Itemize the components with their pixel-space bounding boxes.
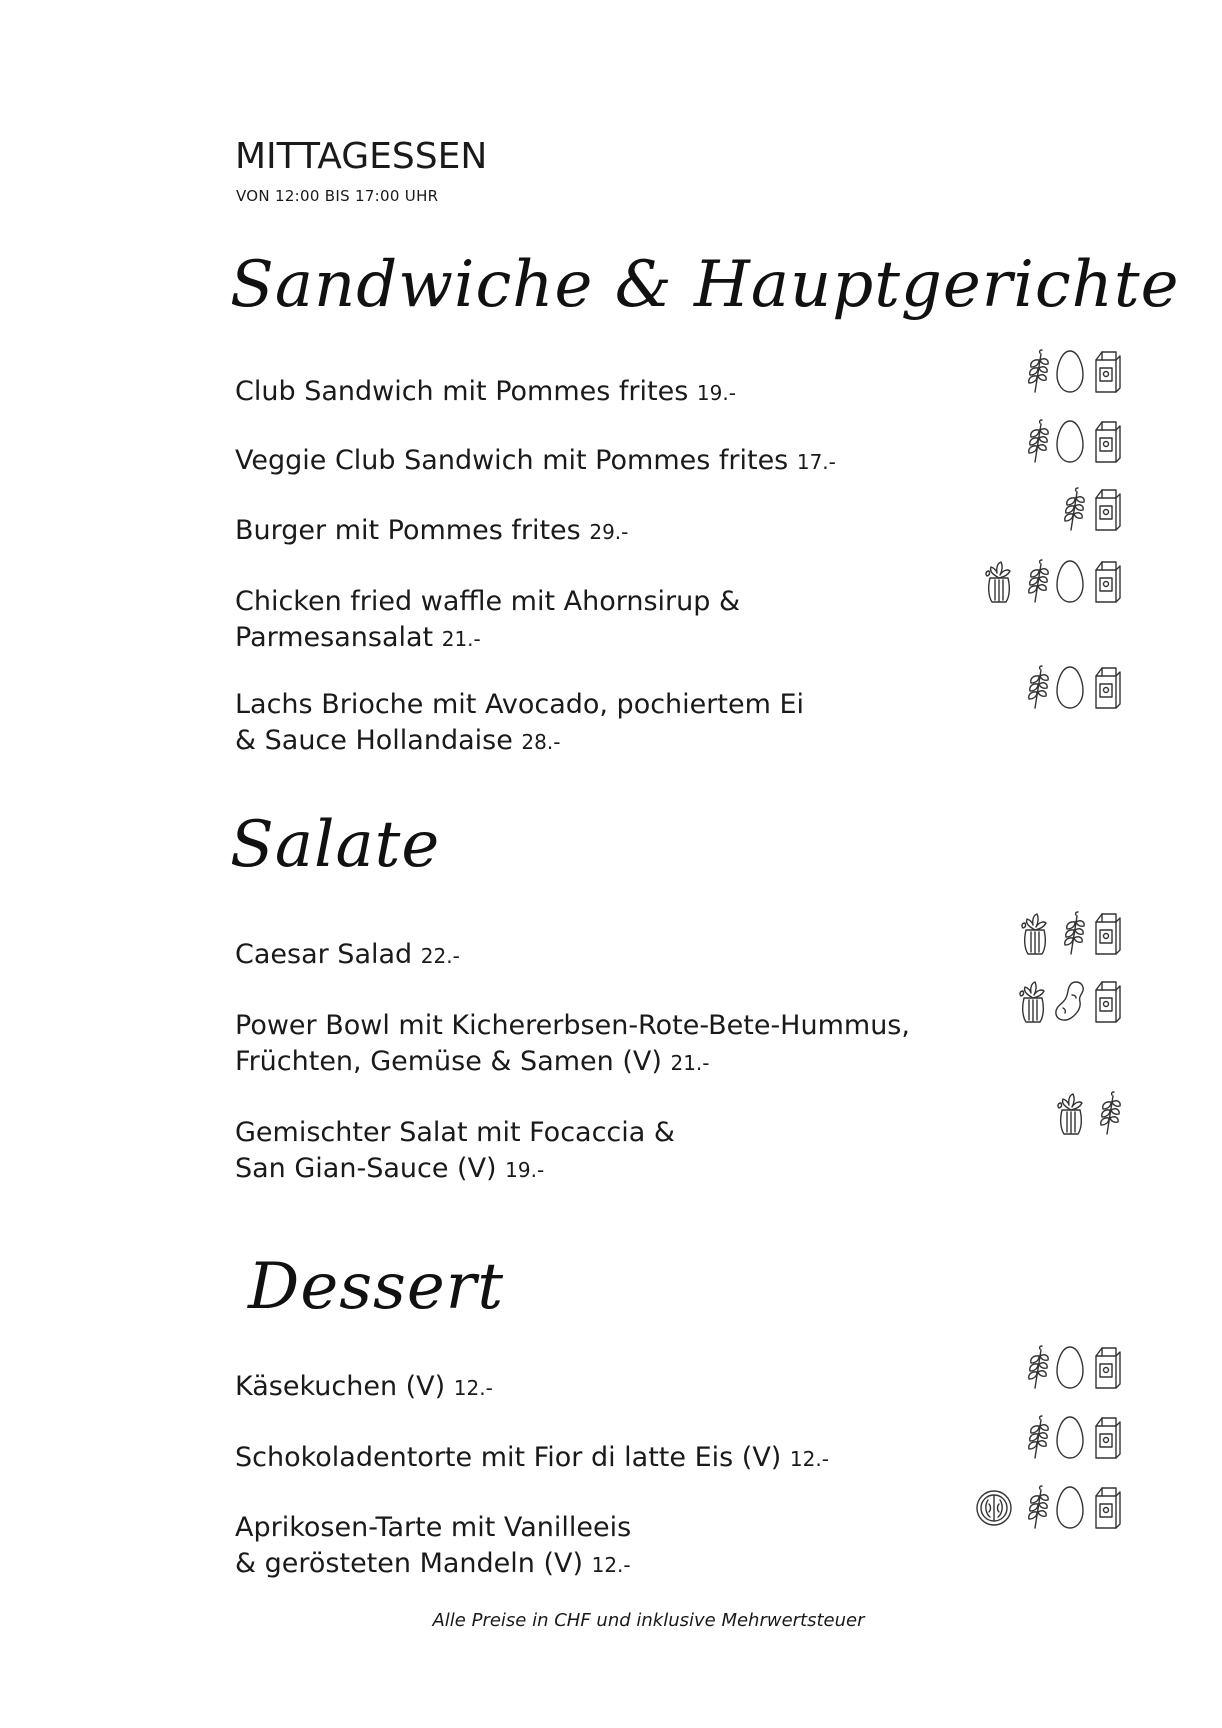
opening-hours: VON 12:00 BIS 17:00 UHR — [236, 187, 439, 205]
allergen-icons — [1018, 664, 1122, 712]
item-name: Caesar Salad — [235, 939, 413, 970]
milk-icon — [1090, 910, 1122, 958]
item-price: 12.- — [453, 1376, 493, 1400]
page-title: MITTAGESSEN — [235, 136, 488, 177]
allergen-icons — [1018, 1414, 1122, 1462]
item-name-line2: Früchten, Gemüse & Samen (V) — [235, 1046, 662, 1077]
menu-item — [235, 687, 804, 760]
item-price: 12.- — [591, 1553, 631, 1577]
menu-item — [235, 374, 736, 411]
item-price: 28.- — [521, 730, 561, 754]
menu-item — [235, 1510, 631, 1583]
item-price: 21.- — [670, 1051, 710, 1075]
item-price: 29.- — [589, 520, 629, 544]
celery-icon — [982, 558, 1014, 606]
menu-item — [235, 1440, 829, 1477]
allergen-icons — [974, 1484, 1122, 1532]
item-price: 21.- — [441, 627, 481, 651]
celery-icon — [1054, 1090, 1086, 1138]
section-title-salads: Salate — [230, 808, 441, 882]
allergen-icons — [1054, 486, 1122, 534]
item-name: Chicken fried waffle mit Ahornsirup & — [235, 586, 741, 617]
wheat-icon — [1018, 558, 1050, 606]
item-price: 17.- — [796, 450, 836, 474]
milk-icon — [1090, 418, 1122, 466]
milk-icon — [1090, 348, 1122, 396]
item-price: 22.- — [420, 944, 460, 968]
nut-icon — [974, 1484, 1014, 1532]
milk-icon — [1090, 1344, 1122, 1392]
wheat-icon — [1054, 486, 1086, 534]
price-note — [0, 1610, 1222, 1631]
allergen-icons — [1018, 348, 1122, 396]
menu-item — [235, 584, 740, 657]
item-name-line2: Parmesansalat — [235, 622, 434, 653]
menu-item — [235, 443, 836, 480]
egg-icon — [1054, 558, 1086, 606]
item-name: Lachs Brioche mit Avocado, pochiertem Ei — [235, 689, 805, 720]
celery-icon — [1016, 978, 1048, 1026]
item-price: 12.- — [789, 1447, 829, 1471]
wheat-icon — [1018, 418, 1050, 466]
allergen-icons — [1016, 978, 1122, 1026]
wheat-icon — [1018, 1484, 1050, 1532]
item-name: Aprikosen-Tarte mit Vanilleeis — [235, 1512, 632, 1543]
menu-item — [235, 1115, 675, 1188]
item-name: Veggie Club Sandwich mit Pommes frites — [235, 445, 789, 476]
allergen-icons — [982, 558, 1122, 606]
celery-icon — [1018, 910, 1050, 958]
egg-icon — [1054, 1344, 1086, 1392]
milk-icon — [1090, 558, 1122, 606]
allergen-icons — [1018, 910, 1122, 958]
milk-icon — [1090, 1484, 1122, 1532]
wheat-icon — [1018, 348, 1050, 396]
section-title-main: Sandwiche & Hauptgerichte — [230, 248, 1180, 322]
item-name: Club Sandwich mit Pommes frites — [235, 376, 689, 407]
egg-icon — [1054, 1414, 1086, 1462]
menu-item — [235, 1008, 910, 1081]
egg-icon — [1054, 348, 1086, 396]
item-name-line2: & gerösteten Mandeln (V) — [235, 1548, 584, 1579]
milk-icon — [1090, 978, 1122, 1026]
egg-icon — [1054, 664, 1086, 712]
wheat-icon — [1090, 1090, 1122, 1138]
milk-icon — [1090, 1414, 1122, 1462]
wheat-icon — [1018, 1414, 1050, 1462]
item-name: Schokoladentorte mit Fior di latte Eis (V) — [235, 1442, 782, 1473]
egg-icon — [1054, 418, 1086, 466]
item-name: Gemischter Salat mit Focaccia & — [235, 1117, 675, 1148]
allergen-icons — [1018, 1344, 1122, 1392]
item-name: Burger mit Pommes frites — [235, 515, 581, 546]
item-name-line2: & Sauce Hollandaise — [235, 725, 513, 756]
item-price: 19.- — [505, 1158, 545, 1182]
section-title-dessert: Dessert — [248, 1250, 505, 1324]
milk-icon — [1090, 486, 1122, 534]
wheat-icon — [1018, 1344, 1050, 1392]
wheat-icon — [1018, 664, 1050, 712]
price-note-text: Alle Preise in CHF und inklusive Mehrwertsteuer — [432, 1610, 865, 1631]
wheat-icon — [1054, 910, 1086, 958]
allergen-icons — [1018, 418, 1122, 466]
menu-item — [235, 1369, 493, 1406]
peanut-icon — [1052, 978, 1086, 1026]
item-name: Power Bowl mit Kichererbsen-Rote-Bete-Hummus, — [235, 1010, 910, 1041]
item-name-line2: San Gian-Sauce (V) — [235, 1153, 497, 1184]
egg-icon — [1054, 1484, 1086, 1532]
allergen-icons — [1054, 1090, 1122, 1138]
menu-item — [235, 513, 628, 550]
item-price: 19.- — [696, 381, 736, 405]
item-name: Käsekuchen (V) — [235, 1371, 446, 1402]
menu-item — [235, 937, 460, 974]
milk-icon — [1090, 664, 1122, 712]
